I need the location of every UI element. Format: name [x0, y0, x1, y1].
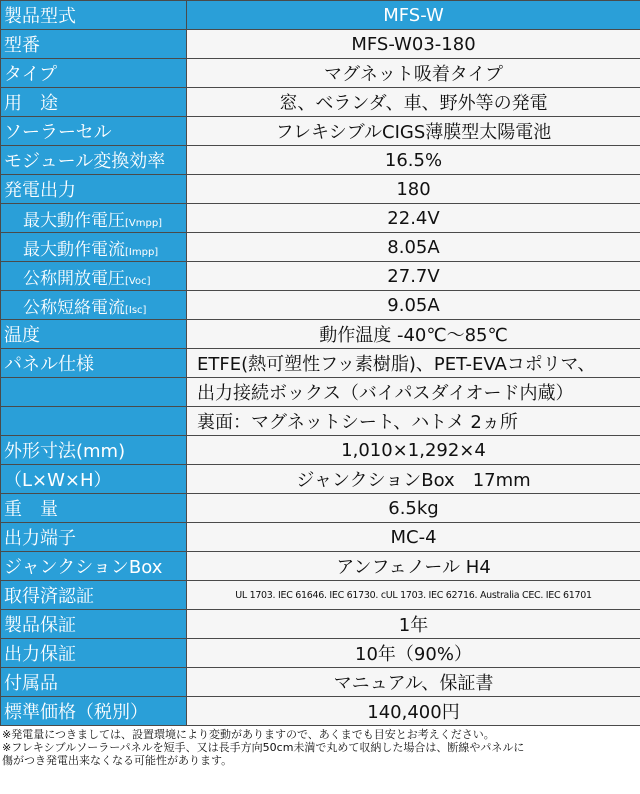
value-panel-spec-line-2: 出力接続ボックス（バイパスダイオード内蔵）: [187, 378, 640, 407]
label-panel-spec: パネル仕様: [1, 349, 187, 378]
label-temperature: 温度: [1, 320, 187, 349]
value-junction-box: アンフェノール H4: [187, 552, 640, 581]
row-junction-box: [1, 552, 640, 581]
row-efficiency: [1, 146, 640, 175]
label-type: タイプ: [1, 59, 187, 88]
value-efficiency: 16.5%: [187, 146, 640, 175]
value-product-warranty: 1年: [187, 610, 640, 639]
value-usage: 窓、ベランダ、車、野外等の発電: [187, 88, 640, 117]
value-certifications: UL 1703. IEC 61646. IEC 61730. cUL 1703. IEC 62716. Australia CEC. IEC 61701: [187, 581, 640, 610]
row-certifications: [1, 581, 640, 610]
label-power-output: 発電出力: [1, 175, 187, 204]
row-output-warranty: [1, 639, 640, 668]
row-impp: [1, 233, 640, 262]
label-voc: 公称開放電圧[Voc]: [1, 262, 187, 291]
row-panel-spec-3: [1, 407, 640, 436]
row-weight: [1, 494, 640, 523]
value-type: マグネット吸着タイプ: [187, 59, 640, 88]
label-impp: 最大動作電流[Impp]: [1, 233, 187, 262]
label-isc: 公称短絡電流[Isc]: [1, 291, 187, 320]
row-model-number: [1, 30, 640, 59]
row-usage: [1, 88, 640, 117]
label-solar-cell: ソーラーセル: [1, 117, 187, 146]
value-isc: 9.05A: [187, 291, 640, 320]
value-impp: 8.05A: [187, 233, 640, 262]
label-dimensions-lwh: （L×W×H）: [1, 465, 187, 494]
label-efficiency: モジュール変換効率: [1, 146, 187, 175]
row-power-output: [1, 175, 640, 204]
row-vmpp: [1, 204, 640, 233]
value-accessories: マニュアル、保証書: [187, 668, 640, 697]
value-weight: 6.5kg: [187, 494, 640, 523]
label-usage: 用 途: [1, 88, 187, 117]
label-junction-box: ジャンクションBox: [1, 552, 187, 581]
value-panel-spec-line-3: 裏面：マグネットシート、ハトメ 2ヵ所: [187, 407, 640, 436]
value-voc: 27.7V: [187, 262, 640, 291]
footnote-3: 傷がつき発電出来なくなる可能性があります。: [2, 754, 233, 767]
row-type: [1, 59, 640, 88]
value-temperature: 動作温度 -40℃～85℃: [187, 320, 640, 349]
label-panel-spec-cont-2: [1, 407, 187, 436]
row-product-model: [1, 1, 640, 30]
value-output-terminal: MC-4: [187, 523, 640, 552]
row-product-warranty: [1, 610, 640, 639]
label-dimensions: 外形寸法(mm): [1, 436, 187, 465]
footnote-1: ※発電量につきましては、設置環境により変動がありますので、あくまでも目安とお考えください。: [2, 728, 495, 741]
footnotes: [0, 726, 640, 767]
value-power-output: 180: [187, 175, 640, 204]
footnote-2: ※フレキシブルソーラーパネルを短手、又は長手方向50cm未満で丸めて収納した場合は、断線やパネルに: [2, 741, 525, 754]
label-weight: 重 量: [1, 494, 187, 523]
label-product-model: 製品型式: [1, 1, 187, 30]
label-model-number: 型番: [1, 30, 187, 59]
value-output-warranty: 10年（90%）: [187, 639, 640, 668]
row-solar-cell: [1, 117, 640, 146]
row-temperature: [1, 320, 640, 349]
value-product-model: MFS-W: [187, 1, 640, 30]
value-vmpp: 22.4V: [187, 204, 640, 233]
row-accessories: [1, 668, 640, 697]
label-price: 標準価格（税別）: [1, 697, 187, 726]
row-panel-spec-2: [1, 378, 640, 407]
label-output-terminal: 出力端子: [1, 523, 187, 552]
label-output-warranty: 出力保証: [1, 639, 187, 668]
label-accessories: 付属品: [1, 668, 187, 697]
row-voc: [1, 262, 640, 291]
label-certifications: 取得済認証: [1, 581, 187, 610]
value-dimensions: 1,010×1,292×4: [187, 436, 640, 465]
label-vmpp: 最大動作電圧[Vmpp]: [1, 204, 187, 233]
row-price: [1, 697, 640, 726]
row-isc: [1, 291, 640, 320]
label-panel-spec-cont-1: [1, 378, 187, 407]
value-solar-cell: フレキシブルCIGS薄膜型太陽電池: [187, 117, 640, 146]
value-model-number: MFS-W03-180: [187, 30, 640, 59]
row-dimensions-lwh: [1, 465, 640, 494]
label-product-warranty: 製品保証: [1, 610, 187, 639]
value-panel-spec-line-1: ETFE(熱可塑性フッ素樹脂)、PET-EVAコポリマ、: [187, 349, 640, 378]
row-panel-spec-1: [1, 349, 640, 378]
value-junction-box-height: ジャンクションBox 17mm: [187, 465, 640, 494]
row-output-terminal: [1, 523, 640, 552]
row-dimensions: [1, 436, 640, 465]
value-price: 140,400円: [187, 697, 640, 726]
